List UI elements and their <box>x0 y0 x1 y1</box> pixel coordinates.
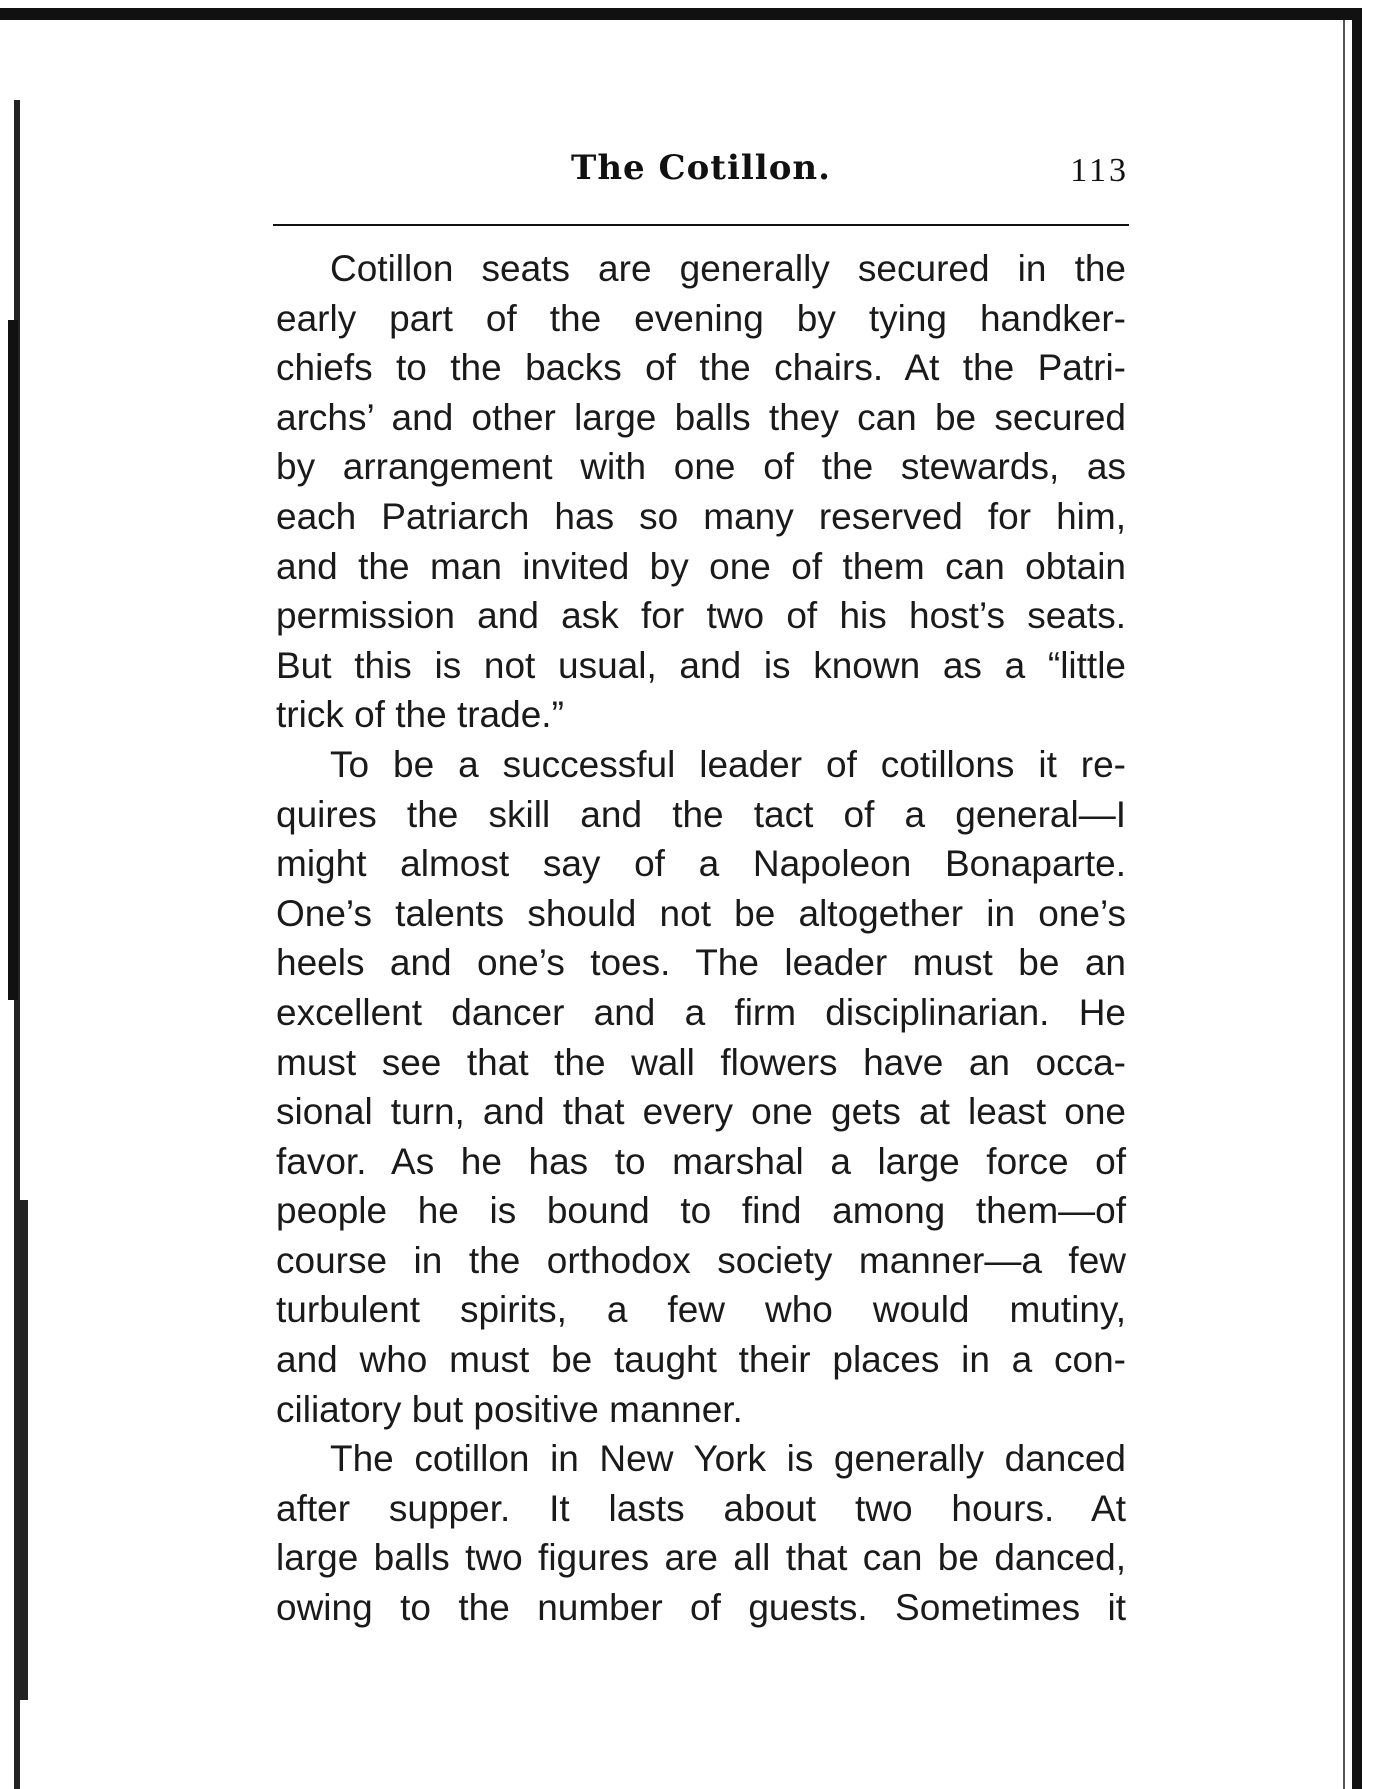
running-head <box>273 148 1129 208</box>
text-line: must see that the wall flowers have an occa- <box>276 1041 1126 1083</box>
paragraph-1 <box>276 244 1126 740</box>
text-line: chiefs to the backs of the chairs. At the Patri- <box>276 347 1126 389</box>
scan-left-edge-shadow-lower <box>20 1200 28 1700</box>
text-line: after supper. It lasts about two hours. At <box>276 1487 1126 1529</box>
paragraph-2 <box>276 740 1126 1434</box>
text-line: permission and ask for two of his host’s seats. <box>276 595 1126 637</box>
text-line: To be a successful leader of cotillons it re- <box>330 743 1126 785</box>
text-line: and the man invited by one of them can obtain <box>276 545 1126 587</box>
scan-right-edge-line <box>1343 20 1345 1789</box>
header-rule <box>273 224 1129 226</box>
text-line: favor. As he has to marshal a large force of <box>276 1140 1126 1182</box>
text-line: One’s talents should not be altogether in one’s <box>276 892 1126 934</box>
page-number: 113 <box>1070 152 1129 189</box>
scan-top-edge <box>0 8 1352 20</box>
text-line: trick of the trade.” <box>276 694 564 736</box>
text-line: sional turn, and that every one gets at least one <box>276 1091 1126 1133</box>
text-line: ciliatory but positive manner. <box>276 1388 743 1430</box>
text-line: excellent dancer and a firm disciplinarian. He <box>276 991 1126 1033</box>
scan-right-edge <box>1352 8 1362 1789</box>
text-line: early part of the evening by tying handker- <box>276 297 1126 339</box>
text-line: might almost say of a Napoleon Bonaparte. <box>276 843 1126 885</box>
text-line: Cotillon seats are generally secured in the <box>330 248 1126 289</box>
text-line: owing to the number of guests. Sometimes it <box>276 1587 1126 1629</box>
text-line: turbulent spirits, a few who would mutiny, <box>276 1289 1126 1331</box>
text-line: by arrangement with one of the stewards, as <box>276 446 1126 488</box>
scan-left-edge-shadow <box>8 320 18 1000</box>
running-title: The Cotillon. <box>571 148 831 188</box>
text-line: people he is bound to find among them—of <box>276 1190 1126 1232</box>
text-line: heels and one’s toes. The leader must be an <box>276 942 1126 984</box>
text-line: archs’ and other large balls they can be secured <box>276 396 1126 438</box>
text-line: But this is not usual, and is known as a “little <box>276 644 1126 686</box>
text-line: and who must be taught their places in a con- <box>276 1339 1126 1381</box>
text-line: quires the skill and the tact of a general—I <box>276 793 1126 835</box>
body-text <box>276 244 1126 1633</box>
paragraph-3 <box>276 1434 1126 1632</box>
text-line: each Patriarch has so many reserved for him, <box>276 495 1126 537</box>
text-line: large balls two figures are all that can be danced, <box>276 1537 1126 1579</box>
text-line: course in the orthodox society manner—a few <box>276 1239 1126 1281</box>
text-line: The cotillon in New York is generally danced <box>330 1438 1126 1480</box>
